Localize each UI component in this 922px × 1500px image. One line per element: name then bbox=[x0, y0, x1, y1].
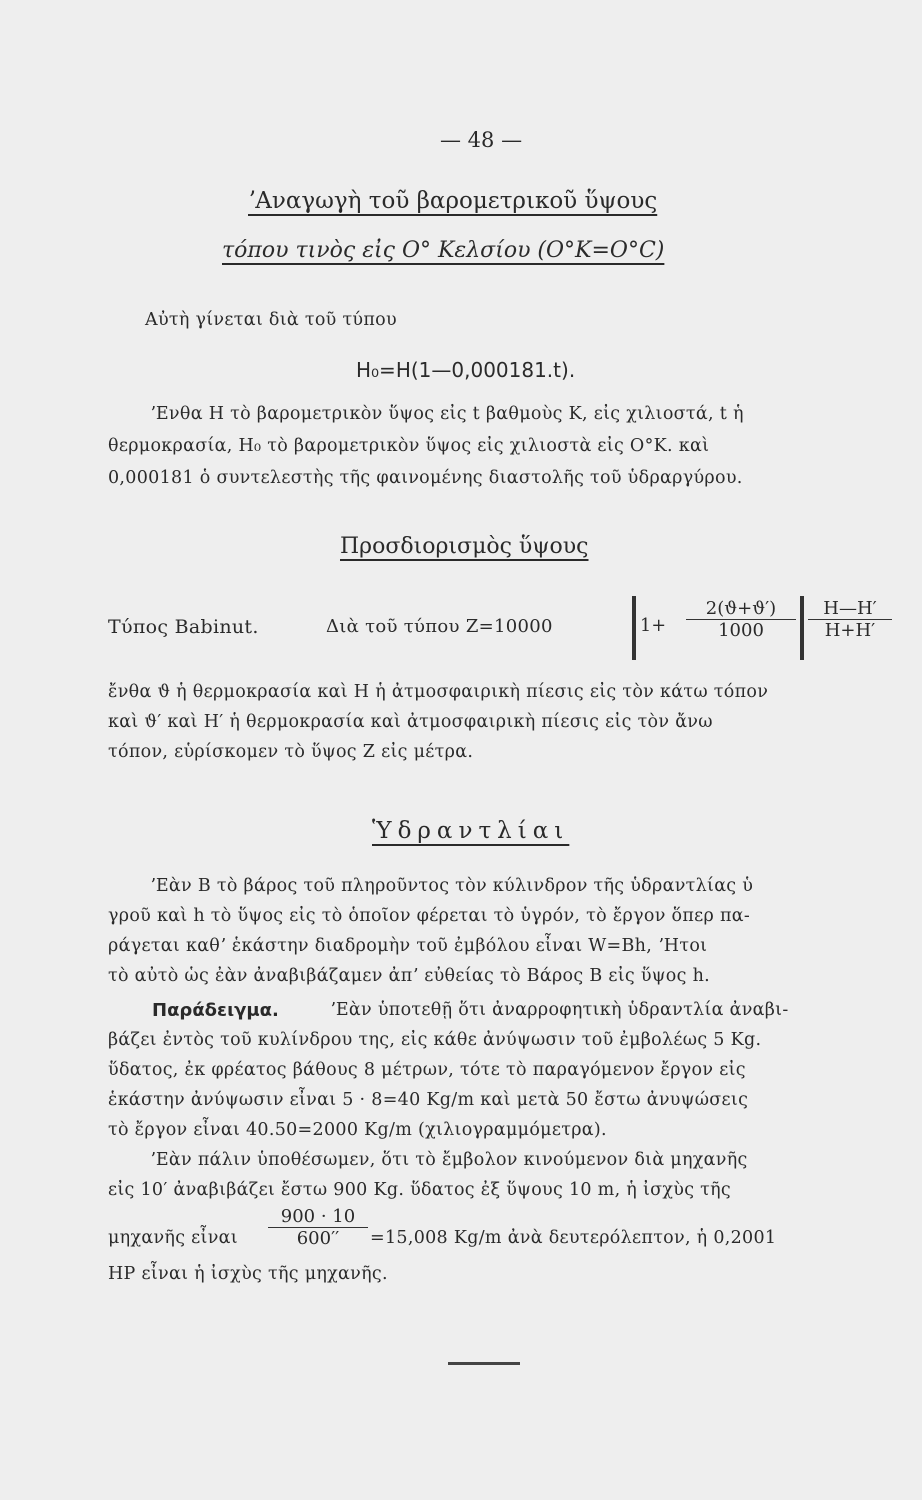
reduction-formula: H₀=H(1—0,000181.t). bbox=[356, 358, 576, 382]
paragraph-line: εἰς 10′ ἀναβιβάζει ἔστω 900 Kg. ὕδατος ἐξ ὕψους 10 m, ἡ ἰσχὺς τῆς bbox=[108, 1180, 732, 1200]
fraction-denominator: 1000 bbox=[686, 619, 796, 641]
paragraph-line: θερμοκρασία, H₀ τὸ βαρομετρικὸν ὕψος εἰς χιλιοστὰ εἰς O°K. καὶ bbox=[108, 436, 710, 456]
paragraph-line: ἑκάστην ἀνύψωσιν εἶναι 5 · 8=40 Kg/m καὶ μετὰ 50 ἔστω ἀνυψώσεις bbox=[108, 1090, 749, 1110]
paragraph-line: ʼΕὰν πάλιν ὑποθέσωμεν, ὅτι τὸ ἔμβολον κινούμενον διὰ μηχανῆς bbox=[150, 1150, 748, 1170]
section-title-reduction-line1: ʼΑναγωγὴ τοῦ βαρομετρικοῦ ὕψους bbox=[248, 188, 658, 214]
page-number: — 48 — bbox=[440, 128, 523, 152]
fraction-temperature bbox=[686, 598, 796, 641]
paragraph-line: τὸ ἔργον εἶναι 40.50=2000 Kg/m (χιλιογραμμόμετρα). bbox=[108, 1120, 607, 1140]
section-title-pumps: Ὑδραντλίαι bbox=[372, 818, 570, 844]
fraction-numerator: H—H′ bbox=[823, 598, 877, 619]
fraction-numerator: 2(ϑ+ϑ′) bbox=[705, 598, 777, 619]
power-prefix: μηχανῆς εἶναι bbox=[108, 1228, 238, 1248]
fraction-power bbox=[268, 1206, 368, 1249]
section-title-reduction-line2: τόπου τινὸς εἰς O° Κελσίου (O°K=O°C) bbox=[222, 238, 665, 263]
example-label: Παράδειγμα. bbox=[152, 1000, 279, 1021]
end-rule bbox=[448, 1362, 520, 1365]
paragraph-line: 0,000181 ὁ συντελεστὴς τῆς φαινομένης διαστολῆς τοῦ ὑδραργύρου. bbox=[108, 468, 743, 488]
babinet-text: Διὰ τοῦ τύπου Z=10000 bbox=[326, 616, 553, 637]
paragraph-line: ʼΕὰν ὑποτεθῇ ὅτι ἀναρροφητικὴ ὑδραντλία ἀναβι- bbox=[330, 1000, 789, 1020]
fraction-numerator: 900 · 10 bbox=[280, 1206, 356, 1227]
section-title-altitude: Προσδιορισμὸς ὕψους bbox=[340, 534, 589, 559]
paragraph-line: HP εἶναι ἡ ἰσχὺς τῆς μηχανῆς. bbox=[108, 1264, 388, 1284]
paragraph-line: ὕδατος, ἐκ φρέατος βάθους 8 μέτρων, τότε τὸ παραγόμενον ἔργον εἰς bbox=[108, 1060, 746, 1080]
paragraph-line: ράγεται καθʼ ἑκάστην διαδρομὴν τοῦ ἐμβόλου εἶναι W=Bh, ʼΗτοι bbox=[108, 936, 708, 956]
paragraph-line: τόπον, εὑρίσκομεν τὸ ὕψος Z εἰς μέτρα. bbox=[108, 742, 474, 762]
paragraph-line: ἔνθα ϑ ἡ θερμοκρασία καὶ H ἡ ἀτμοσφαιρικὴ πίεσις εἰς τὸν κάτω τόπον bbox=[108, 682, 769, 702]
bracket-left bbox=[632, 596, 636, 660]
babinet-label: Τύπος Babinut. bbox=[108, 616, 259, 638]
paragraph-line: καὶ ϑ′ καὶ H′ ἡ θερμοκρασία καὶ ἀτμοσφαιρικὴ πίεσις εἰς τὸν ἄνω bbox=[108, 712, 713, 732]
intro-text: Αὐτὴ γίνεται διὰ τοῦ τύπου bbox=[145, 310, 397, 330]
power-suffix: =15,008 Kg/m ἀνὰ δευτερόλεπτον, ἡ 0,2001 bbox=[370, 1228, 777, 1248]
bracket-right bbox=[800, 596, 804, 660]
paragraph-line: τὸ αὐτὸ ὡς ἐὰν ἀναβιβάζαμεν ἀπʼ εὐθείας τὸ Βάρος B εἰς ὕψος h. bbox=[108, 966, 711, 986]
paragraph-line: βάζει ἐντὸς τοῦ κυλίνδρου της, εἰς κάθε ἀνύψωσιν τοῦ ἐμβολέως 5 Kg. bbox=[108, 1030, 762, 1050]
one-plus: 1+ bbox=[640, 616, 667, 636]
fraction-denominator: 600′′ bbox=[268, 1227, 368, 1249]
paragraph-line: ʼΕὰν B τὸ βάρος τοῦ πληροῦντος τὸν κύλινδρον τῆς ὑδραντλίας ὑ bbox=[150, 876, 754, 896]
paragraph-line: γροῦ καὶ h τὸ ὕψος εἰς τὸ ὁποῖον φέρεται τὸ ὑγρόν, τὸ ἔργον ὅπερ πα- bbox=[108, 906, 751, 926]
paragraph-line: ʼΕνθα H τὸ βαρομετρικὸν ὕψος εἰς t βαθμοὺς K, εἰς χιλιοστά, t ἡ bbox=[150, 404, 744, 424]
fraction-denominator: H+H′ bbox=[808, 619, 892, 641]
fraction-pressure bbox=[808, 598, 892, 641]
